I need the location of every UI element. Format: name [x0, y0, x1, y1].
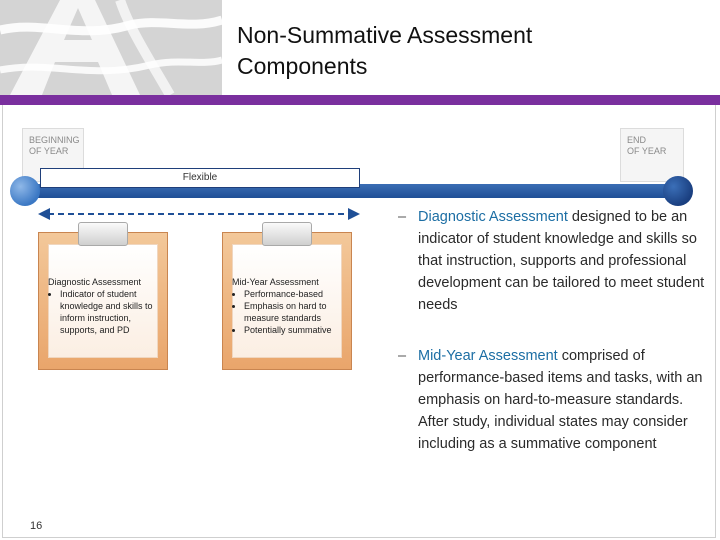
page-number: 16: [30, 520, 43, 532]
logo-a-icon: [0, 0, 222, 95]
diagnostic-clipboard: [38, 232, 168, 370]
begin-label-line-2: OF YEAR: [29, 146, 69, 156]
midyear-clipboard-title: Mid-Year Assessment: [232, 277, 319, 287]
flexible-window-label: Flexible: [40, 168, 360, 188]
midyear-bullet: • Potentially summative: [244, 324, 348, 336]
midyear-description: [398, 345, 716, 455]
diagnostic-clipboard-title: Diagnostic Assessment: [48, 277, 142, 287]
header-divider: [0, 95, 720, 105]
midyear-bullet: • Performance-based: [244, 288, 348, 300]
diagnostic-description: [398, 206, 716, 316]
timeline-start-dot: [10, 176, 40, 206]
bullet-dash: –: [398, 348, 407, 364]
clip-icon: [78, 222, 128, 246]
diagnostic-clipboard-text: [48, 276, 164, 336]
description-term: Mid-Year Assessment: [418, 348, 558, 364]
diagnostic-bullet: • Indicator of student knowledge and skills to inform instruction, supports, and PD: [60, 288, 164, 336]
title-line-1: Non-Summative Assessment: [237, 22, 533, 48]
end-label-line-2: OF YEAR: [627, 146, 667, 156]
slide-header: [0, 0, 720, 95]
clip-icon: [262, 222, 312, 246]
midyear-bullet: • Emphasis on hard to measure standards: [244, 300, 348, 324]
bullet-dash: –: [398, 209, 407, 225]
title-line-2: Components: [237, 53, 368, 79]
midyear-clipboard: [222, 232, 352, 370]
page-title: [237, 20, 707, 82]
description-term: Diagnostic Assessment: [418, 209, 568, 225]
end-of-year-label: [620, 128, 684, 182]
description-text: designed to be an indicator of student knowledge and skills so that instruction, supports and professional development can be tailored to meet student needs: [418, 209, 705, 313]
timeline-end-dot: [663, 176, 693, 206]
description-body: [418, 206, 716, 316]
description-text: comprised of performance-based items and tasks, with an emphasis on hard-to-measure standards. After study, individual states may consider including as a summative component: [418, 348, 703, 452]
double-arrow-icon: [38, 206, 360, 222]
begin-label-line-1: BEGINNING: [29, 135, 80, 145]
description-body: [418, 345, 716, 455]
end-label-line-1: END: [627, 135, 647, 145]
midyear-clipboard-text: [232, 276, 348, 336]
